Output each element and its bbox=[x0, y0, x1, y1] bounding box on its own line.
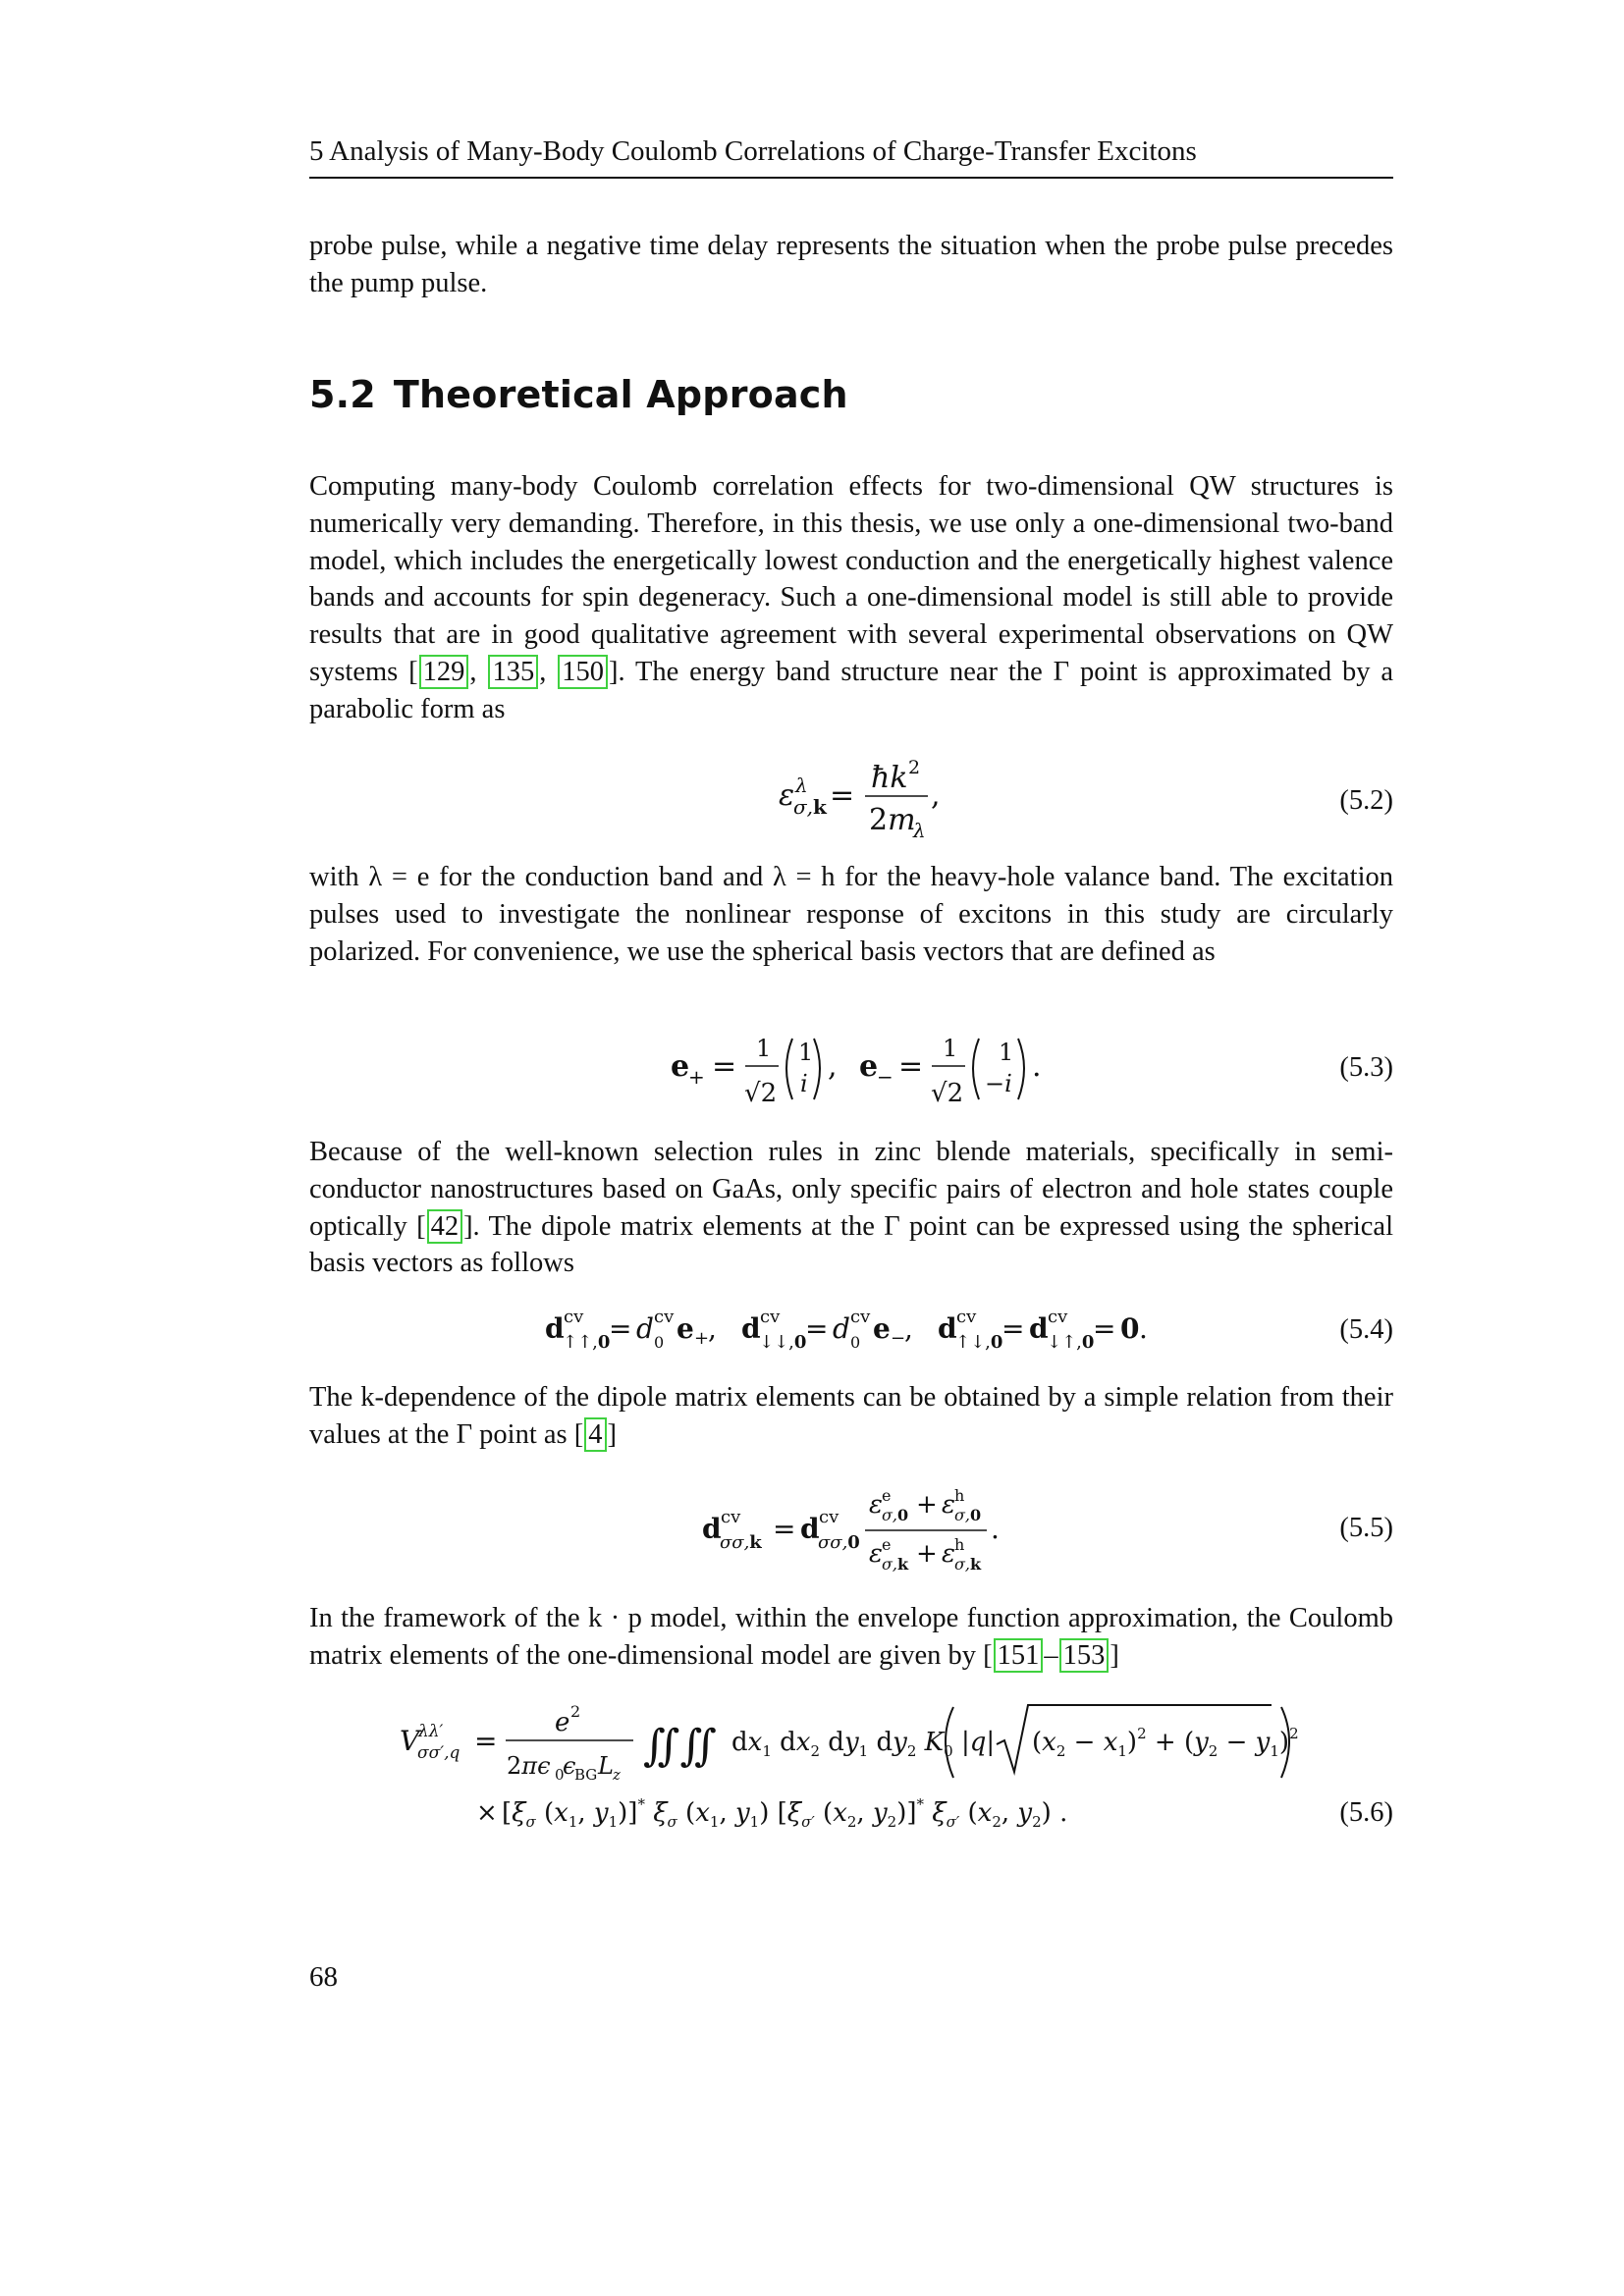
svg-text:cv: cv bbox=[654, 1307, 675, 1327]
equation-5-4-math bbox=[309, 1301, 1193, 1360]
running-head: 5 Analysis of Many-Body Coulomb Correlations of Charge-Transfer Excitons bbox=[309, 133, 1393, 179]
section-heading bbox=[309, 373, 848, 416]
citation-dash: – bbox=[1044, 1639, 1058, 1671]
svg-text:e: e bbox=[873, 1312, 891, 1345]
svg-text:cv: cv bbox=[564, 1307, 584, 1327]
svg-text:.: . bbox=[1139, 1312, 1148, 1345]
svg-text:1: 1 bbox=[999, 1039, 1014, 1066]
paragraph-3 bbox=[309, 1134, 1393, 1282]
section-title: Theoretical Approach bbox=[393, 373, 848, 416]
svg-text:=: = bbox=[773, 1513, 796, 1545]
svg-text:ħk: ħk bbox=[871, 761, 908, 795]
citation-link[interactable]: 153 bbox=[1059, 1638, 1110, 1673]
svg-text:↓↑,0: ↓↑,0 bbox=[1047, 1332, 1095, 1353]
equation-5-5 bbox=[309, 1477, 1393, 1585]
svg-text:0: 0 bbox=[850, 1333, 861, 1352]
citation-link[interactable]: 135 bbox=[488, 655, 538, 689]
svg-text:λλ′: λλ′ bbox=[418, 1722, 444, 1741]
svg-text:,: , bbox=[904, 1312, 913, 1345]
citation-link[interactable]: 4 bbox=[584, 1417, 606, 1452]
equation-5-3 bbox=[309, 1021, 1393, 1119]
svg-text:ε: ε bbox=[869, 1490, 883, 1520]
svg-text:+: + bbox=[916, 1539, 938, 1569]
svg-text:cv: cv bbox=[1048, 1307, 1068, 1327]
svg-text:d: d bbox=[545, 1312, 565, 1345]
para4-text-b: ] bbox=[607, 1418, 617, 1450]
svg-text:∬∬: ∬∬ bbox=[643, 1721, 717, 1771]
svg-text:ϵ: ϵ bbox=[563, 1752, 576, 1780]
equation-number: (5.4) bbox=[1339, 1314, 1393, 1345]
page-number: 68 bbox=[309, 1961, 338, 1993]
svg-text:cv: cv bbox=[721, 1507, 741, 1527]
svg-text:cv: cv bbox=[760, 1307, 781, 1327]
svg-text:[ξσ (x1, y1)]* ξσ (x1, y1) [ξσ: [$\xi_\sigma$ ($x_1$, $y_1)]^*$ $\xi_\sigma$ ($x_1$, $y_1$) [$\xi_{\sigma'}$ ($x_2$, $y_2)]^*$ $\xi_{\sigma'}$ ($x_2$, $y_2$) . bbox=[502, 1795, 1068, 1831]
svg-text:+: + bbox=[694, 1328, 710, 1349]
svg-text:.: . bbox=[991, 1513, 1000, 1545]
svg-text:1: 1 bbox=[943, 1035, 958, 1062]
svg-text:=: = bbox=[898, 1049, 924, 1084]
svg-text:d: d bbox=[833, 1312, 850, 1345]
svg-text:d: d bbox=[741, 1312, 761, 1345]
svg-text:d: d bbox=[1029, 1312, 1049, 1345]
svg-text:=: = bbox=[712, 1049, 737, 1084]
svg-text:BG: BG bbox=[574, 1766, 598, 1784]
svg-text:=: = bbox=[609, 1312, 632, 1345]
para3-text-b: ]. The dipole matrix elements at the Γ point can be expressed using the spherical basis vectors as follows bbox=[309, 1210, 1393, 1279]
svg-text:σσ′,q: σσ′,q bbox=[417, 1743, 460, 1763]
svg-text:2: 2 bbox=[908, 757, 921, 778]
svg-text:d: d bbox=[636, 1312, 654, 1345]
svg-text:,: , bbox=[931, 778, 941, 813]
equation-5-3-math bbox=[309, 1021, 1095, 1119]
para1-text-b: ]. The energy band structure near the Γ point is approximated by a parabolic form as bbox=[309, 656, 1394, 724]
svg-text:σσ,k: σσ,k bbox=[720, 1532, 762, 1553]
svg-text:0: 0 bbox=[555, 1766, 565, 1784]
svg-text:σσ,0: σσ,0 bbox=[818, 1532, 860, 1553]
svg-text:e: e bbox=[677, 1312, 694, 1345]
svg-text:ε: ε bbox=[869, 1539, 883, 1569]
svg-text:e: e bbox=[671, 1049, 690, 1084]
svg-text:|q|: |q| bbox=[961, 1728, 996, 1757]
svg-text:i: i bbox=[800, 1070, 808, 1097]
svg-text:,: , bbox=[708, 1312, 717, 1345]
svg-text:−: − bbox=[891, 1328, 906, 1349]
svg-text:1: 1 bbox=[798, 1039, 814, 1066]
svg-text:L: L bbox=[598, 1752, 614, 1780]
svg-text:=: = bbox=[1093, 1312, 1116, 1345]
equation-number: (5.6) bbox=[1339, 1797, 1393, 1828]
svg-text:0: 0 bbox=[1120, 1312, 1140, 1345]
svg-text:(x2 − x1)2 + (y2 − y1)2: $(x_2 - x_1)^2 + (y_2 - y_1)^2$ bbox=[1032, 1725, 1299, 1760]
svg-text:h: h bbox=[954, 1535, 965, 1554]
svg-text:σ,k: σ,k bbox=[882, 1555, 909, 1574]
citation-link[interactable]: 129 bbox=[419, 655, 469, 689]
svg-text:cv: cv bbox=[850, 1307, 871, 1327]
svg-text:e: e bbox=[859, 1049, 879, 1084]
para5-text-a: In the framework of the k · p model, within the envelope function approximation, the Coulomb matrix elements of the one-dimensional model are given by [ bbox=[309, 1603, 1393, 1671]
svg-text:+: + bbox=[688, 1065, 705, 1089]
equation-5-6-math bbox=[309, 1693, 1299, 1850]
equation-5-2-math bbox=[309, 746, 997, 844]
equation-5-2 bbox=[309, 746, 1393, 844]
svg-text:dx1 dx2 dy1 dy2 K0: $dx_1$ $dx_2$ $dy_1$ $dy_2$ $K_0$ bbox=[731, 1728, 953, 1760]
citation-link[interactable]: 42 bbox=[427, 1209, 463, 1244]
equation-5-5-math bbox=[309, 1477, 1095, 1585]
equation-number: (5.5) bbox=[1339, 1513, 1393, 1543]
svg-text:↑↑,0: ↑↑,0 bbox=[563, 1332, 611, 1353]
equation-5-6 bbox=[309, 1693, 1393, 1850]
svg-text:e: e bbox=[555, 1708, 570, 1737]
citation-link[interactable]: 150 bbox=[558, 655, 608, 689]
svg-text:ε: ε bbox=[942, 1490, 955, 1520]
svg-text:σ,0: σ,0 bbox=[882, 1506, 909, 1524]
svg-text:ε: ε bbox=[779, 778, 795, 813]
svg-text:−: − bbox=[877, 1065, 893, 1089]
svg-text:×: × bbox=[476, 1798, 498, 1828]
svg-text:2πϵ: 2πϵ bbox=[507, 1752, 551, 1780]
paragraph-5 bbox=[309, 1600, 1393, 1675]
svg-text:ε: ε bbox=[942, 1539, 955, 1569]
svg-text:2: 2 bbox=[570, 1702, 581, 1721]
svg-text:−i: −i bbox=[985, 1070, 1012, 1097]
svg-text:d: d bbox=[702, 1513, 722, 1545]
svg-text:+: + bbox=[916, 1490, 938, 1520]
svg-text:cv: cv bbox=[956, 1307, 977, 1327]
svg-text:=: = bbox=[1001, 1312, 1025, 1345]
citation-link[interactable]: 151 bbox=[994, 1638, 1044, 1673]
svg-text:2m: 2m bbox=[869, 803, 916, 837]
svg-text:=: = bbox=[830, 778, 855, 813]
section-number: 5.2 bbox=[309, 373, 376, 416]
svg-text:↑↓,0: ↑↓,0 bbox=[955, 1332, 1003, 1353]
equation-number: (5.3) bbox=[1339, 1052, 1393, 1083]
svg-text:√2: √2 bbox=[931, 1079, 964, 1108]
svg-text:0: 0 bbox=[654, 1333, 665, 1352]
svg-text:=: = bbox=[805, 1312, 829, 1345]
svg-text:σ,0: σ,0 bbox=[954, 1506, 982, 1524]
svg-text:h: h bbox=[954, 1486, 965, 1505]
paragraph-2: with λ = e for the conduction band and λ = h for the heavy-hole valance band. The excitation pulses used to investigate the nonlinear response of excitons in this study are circularly polarized. For convenience, we use the spherical basis vectors that are defined as bbox=[309, 862, 1393, 967]
svg-text:cv: cv bbox=[819, 1507, 839, 1527]
para4-text-a: The k-dependence of the dipole matrix elements can be obtained by a simple relation from their values at the Γ point as [ bbox=[309, 1382, 1393, 1450]
svg-text:V: V bbox=[400, 1725, 420, 1757]
paragraph-4 bbox=[309, 1379, 1393, 1454]
svg-text:λ: λ bbox=[913, 819, 926, 842]
svg-text:z: z bbox=[613, 1766, 621, 1784]
svg-text:.: . bbox=[1032, 1049, 1042, 1084]
equation-number: (5.2) bbox=[1339, 785, 1393, 816]
svg-text:√2: √2 bbox=[744, 1079, 778, 1108]
svg-text:=: = bbox=[474, 1725, 498, 1757]
svg-text:σ,k: σ,k bbox=[954, 1555, 982, 1574]
svg-text:d: d bbox=[938, 1312, 957, 1345]
para5-text-b: ] bbox=[1110, 1639, 1119, 1671]
paragraph-1: Computing many-body Coulomb correlation effects for two-dimensional QW structures is numerically very demanding. Therefore, in this thesis, we use only a one-dimensional two-band model, which includes the energetically lowest conduction and the energetically highest valence bands and accounts for spin degeneracy. Such a one-dimensional model is still able to provide results that are in good qualitative agreement with several experimental observations on QW systems [ 129 , 135 , 150 ]. The energy band structure near the Γ point is approximated by a parabolic form as bbox=[309, 471, 1394, 724]
svg-text:d: d bbox=[800, 1513, 820, 1545]
equation-5-4 bbox=[309, 1301, 1393, 1360]
para3-text-a: Because of the well-known selection rules in zinc blende materials, specifically in semi-conductor nanostructures based on GaAs, only specific pairs of electron and hole states couple optically [ bbox=[309, 1137, 1393, 1242]
svg-text:σ,k: σ,k bbox=[793, 795, 827, 819]
intro-paragraph: probe pulse, while a negative time delay represents the situation when the probe pulse precedes the pump pulse. bbox=[309, 231, 1393, 298]
svg-text:e: e bbox=[882, 1486, 892, 1505]
svg-text:e: e bbox=[882, 1535, 892, 1554]
para1-text-a: Computing many-body Coulomb correlation effects for two-dimensional QW structures is numerically very demanding. Therefore, in this thesis, we use only a one-dimensional two-band model, which includes the energetically lowest conduction and the energetically highest valence bands and accounts for spin degeneracy. Such a one-dimensional model is still able to provide results that are in good qualitative agreement with several experimental observations on QW systems [ bbox=[309, 471, 1393, 687]
svg-text:λ: λ bbox=[795, 774, 808, 797]
svg-text:1: 1 bbox=[756, 1035, 772, 1062]
svg-text:↓↓,0: ↓↓,0 bbox=[759, 1332, 807, 1353]
svg-text:,: , bbox=[828, 1049, 838, 1084]
